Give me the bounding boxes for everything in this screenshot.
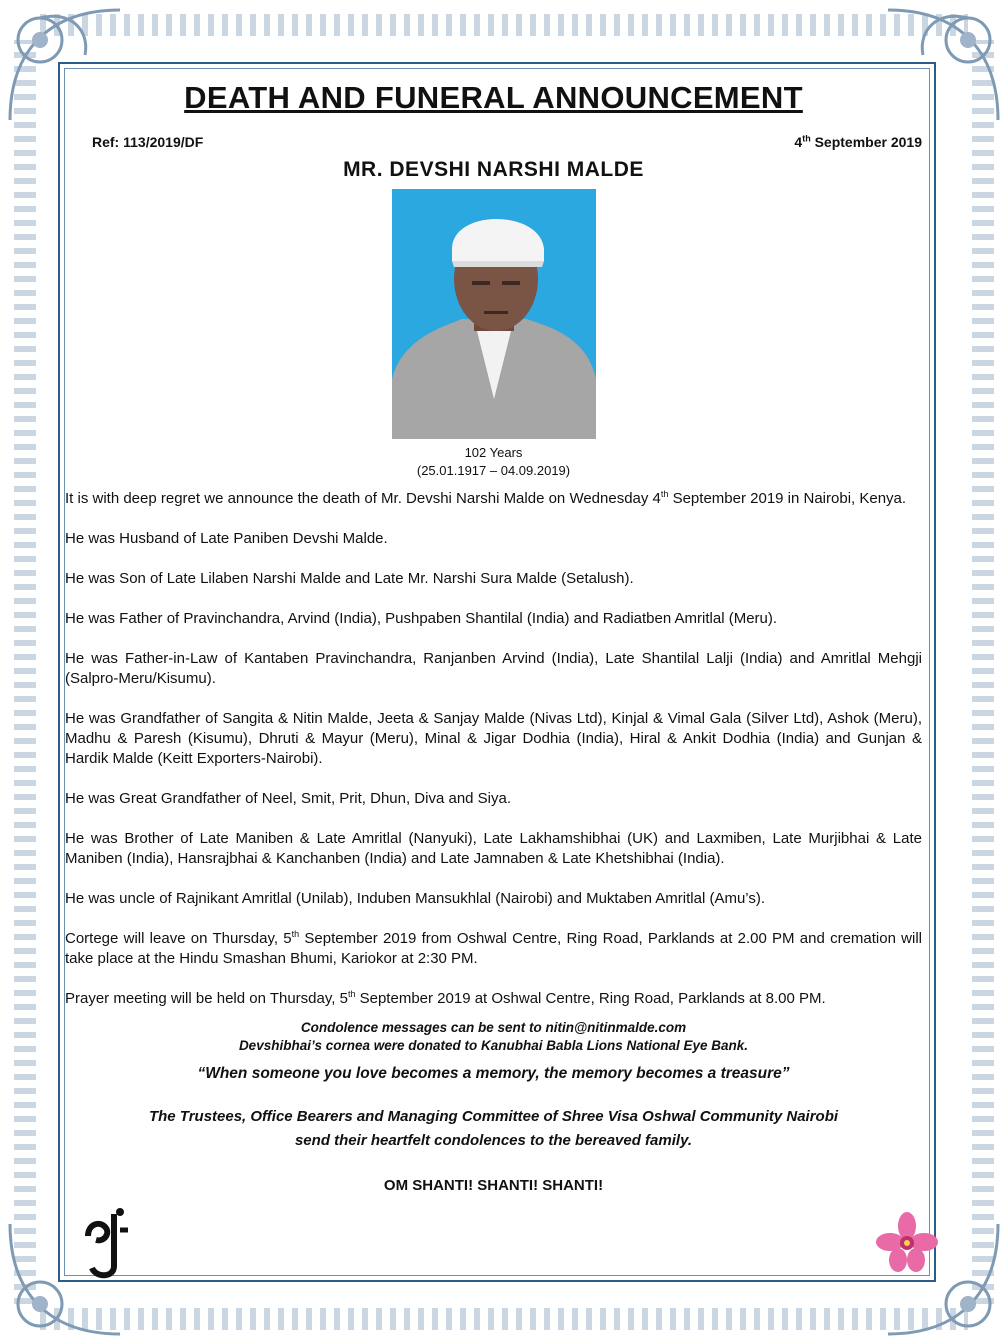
photo-caption [65, 444, 922, 480]
announcement-body [65, 489, 922, 1009]
reference-row [65, 134, 922, 150]
page-title: DEATH AND FUNERAL ANNOUNCEMENT [184, 80, 803, 115]
jain-symbol-icon [80, 1206, 132, 1282]
paragraph-son: He was Son of Late Lilaben Narshi Malde and Late Mr. Narshi Sura Malde (Setalush). [65, 570, 634, 587]
orchid-flower-icon [876, 1212, 938, 1274]
paragraph-great-grandfather: He was Great Grandfather of Neel, Smit, Prit, Dhun, Diva and Siya. [65, 790, 512, 807]
decorative-border-right [972, 40, 994, 1304]
announcement-content [65, 80, 922, 1194]
paragraph-brother: He was Brother of Late Maniben & Late Amritlal (Nanyuki), Late Lakhamshibhai (UK) and Laxmiben, Late Murjibhai & Late Maniben (India), Hansrajbhai & Kanchanben (India) and Late Jamnaben & Late Khetshibhai (India). [65, 830, 922, 867]
paragraph-husband: He was Husband of Late Paniben Devshi Malde. [65, 530, 388, 547]
paragraph-prayer-meeting: Prayer meeting will be held on Thursday, 5th September 2019 at Oshwal Centre, Ring Road, Parklands at 8.00 PM. [65, 989, 826, 1007]
decorative-border-bottom [40, 1308, 968, 1330]
announcement-date: 4th September 2019 [794, 133, 922, 150]
condolence-email-line: Condolence messages can be sent to nitin@nitinmalde.com [300, 1020, 687, 1035]
portrait-photo [392, 189, 596, 439]
portrait-illustration [392, 189, 596, 439]
condolence-info [65, 1019, 922, 1055]
paragraph-grandfather: He was Grandfather of Sangita & Nitin Malde, Jeeta & Sanjay Malde (Nivas Ltd), Kinjal & Vimal Gala (Silver Ltd), Ashok (Meru), Madhu & Paresh (Kisumu), Dhruti & Mayur (Meru), Minal & Jigar Dodhia (India), Hiral & Ankit Dodhia (India) and Gunjan & Hardik Malde (Keitt Exporters-Nairobi). [65, 710, 922, 767]
paragraph-father: He was Father of Pravinchandra, Arvind (India), Pushpaben Shantilal (India) and Radiatben Amritlal (Meru). [65, 610, 778, 627]
decorative-border-left [14, 40, 36, 1304]
reference-number: Ref: 113/2019/DF [92, 134, 204, 150]
om-shanti: OM SHANTI! SHANTI! SHANTI! [383, 1177, 604, 1194]
age-text: 102 Years [464, 445, 523, 460]
trustees-condolence: The Trustees, Office Bearers and Managing Committee of Shree Visa Oshwal Community Nairobi send their heartfelt condolences to the bereaved family. [148, 1108, 839, 1149]
paragraph-cortege: Cortege will leave on Thursday, 5th September 2019 from Oshwal Centre, Ring Road, Parklands at 2.00 PM and cremation will take place at the Hindu Smashan Bhumi, Kariokor at 2:30 PM. [65, 929, 923, 967]
memorial-quote: “When someone you love becomes a memory, the memory becomes a treasure” [197, 1065, 790, 1082]
paragraph-uncle: He was uncle of Rajnikant Amritlal (Unilab), Induben Mansukhlal (Nairobi) and Muktaben Amritlal (Amu’s). [65, 890, 766, 907]
decorative-border-top [40, 14, 968, 36]
deceased-name: MR. DEVSHI NARSHI MALDE [343, 158, 644, 181]
paragraph-father-in-law: He was Father-in-Law of Kantaben Pravinchandra, Ranjanben Arvind (India), Late Shantilal Lalji (India) and Amritlal Mehgji (Salpro-Meru/Kisumu). [65, 650, 922, 687]
cornea-donation-line: Devshibhai’s cornea were donated to Kanubhai Babla Lions National Eye Bank. [238, 1038, 749, 1053]
life-dates: (25.01.1917 – 04.09.2019) [416, 463, 571, 478]
paragraph-death-notice: It is with deep regret we announce the death of Mr. Devshi Narshi Malde on Wednesday 4th September 2019 in Nairobi, Kenya. [65, 489, 907, 507]
